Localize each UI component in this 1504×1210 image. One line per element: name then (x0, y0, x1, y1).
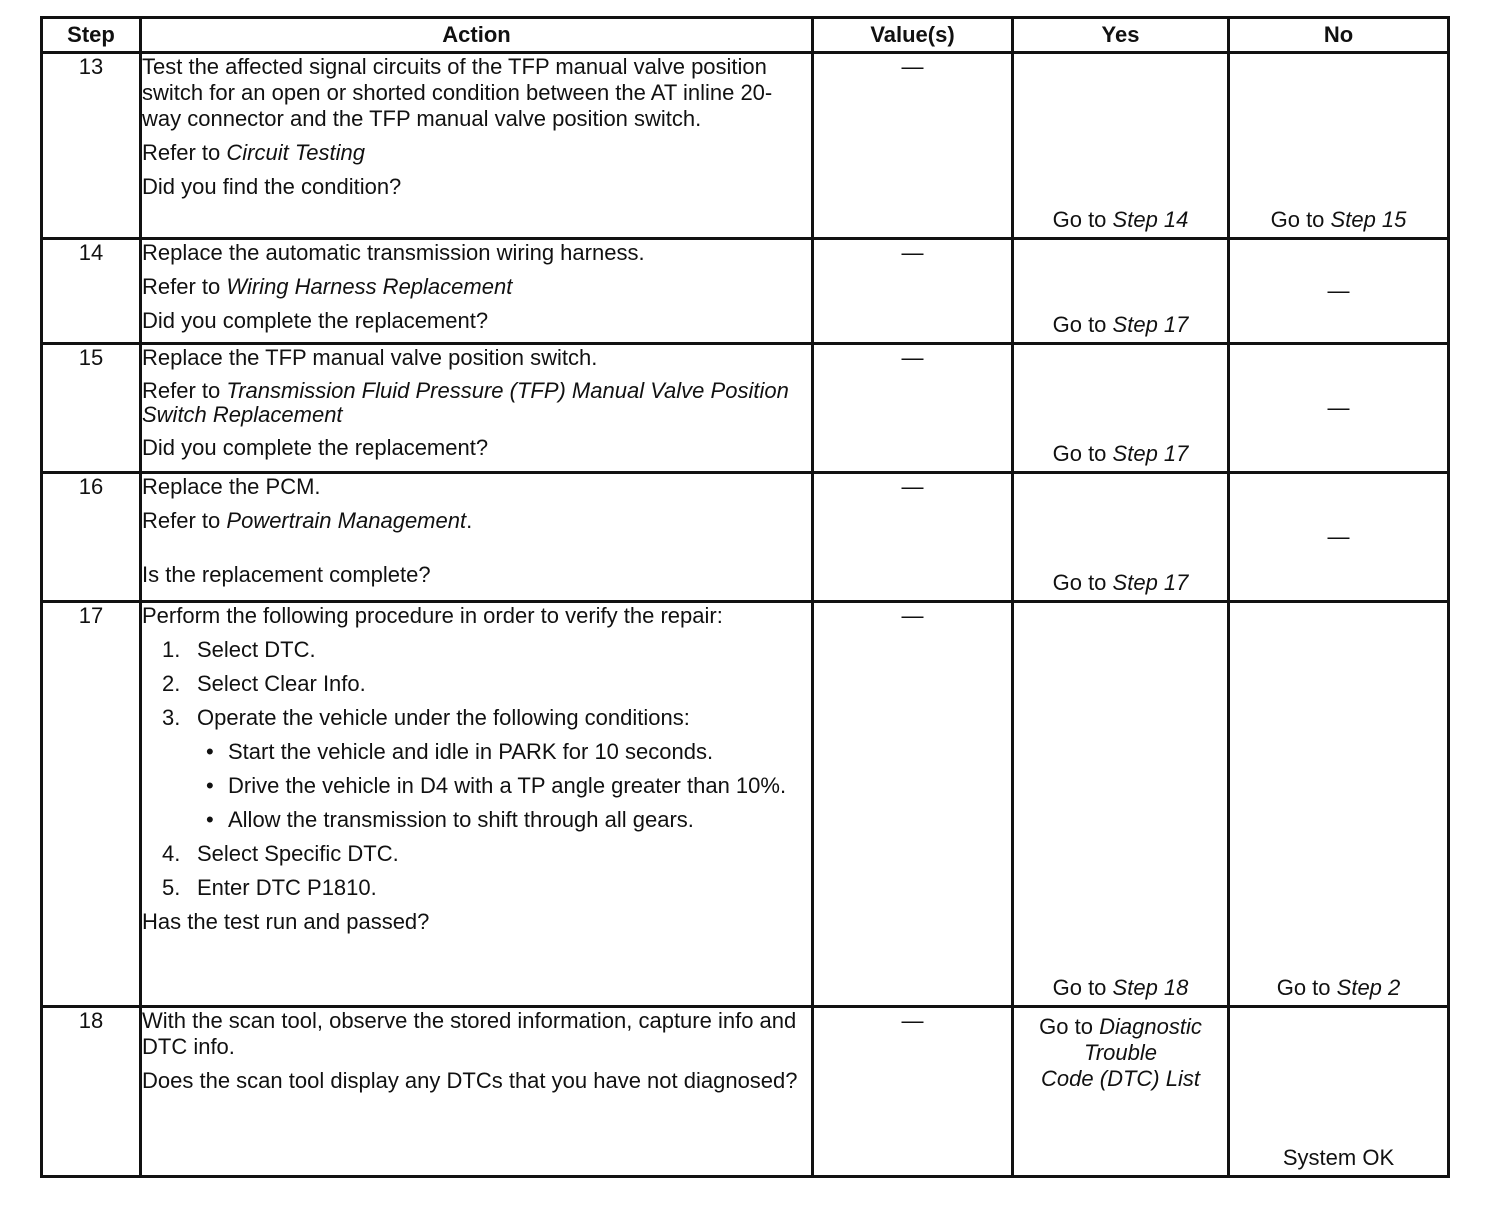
table-row-step-15 (42, 344, 1449, 473)
value-cell: — (813, 53, 1013, 239)
action-cell (141, 239, 813, 344)
header-action: Action (141, 18, 813, 53)
no-go-to (1230, 975, 1447, 1001)
bullet-icon: • (206, 807, 214, 832)
refer-link-b[interactable]: Management (337, 508, 467, 533)
system-ok: System OK (1282, 1145, 1395, 1170)
yes-go-to (1014, 570, 1227, 596)
header-values: Value(s) (813, 18, 1013, 53)
refer-line (142, 508, 811, 534)
item-number: 4. (162, 841, 181, 866)
bullet-item (206, 739, 811, 765)
item-text: Enter DTC P1810. (197, 875, 377, 900)
table-row-step-16 (42, 473, 1449, 602)
action-text: Perform the following procedure in order to verify the repair: (142, 603, 723, 628)
list-item (162, 637, 811, 663)
no-cell (1229, 1007, 1449, 1177)
no-cell (1229, 473, 1449, 602)
go-to-label: Go to (1052, 441, 1107, 466)
step-number: 17 (42, 602, 141, 1007)
yes-cell (1013, 344, 1229, 473)
action-text: Replace the TFP manual valve position switch. (142, 345, 598, 370)
procedure-list (142, 637, 811, 901)
action-cell (141, 344, 813, 473)
no-dash: — (1327, 524, 1350, 549)
table-row-step-14 (42, 239, 1449, 344)
bullet-item (206, 773, 811, 799)
question: Did you complete the replacement? (142, 308, 489, 333)
item-text: Select DTC. (197, 637, 316, 662)
refer-line (142, 140, 811, 166)
yes-go-to (1014, 207, 1227, 233)
refer-suffix: . (466, 508, 473, 533)
no-cell (1229, 602, 1449, 1007)
item-number: 2. (162, 671, 181, 696)
yes-line-3 (1014, 1066, 1227, 1092)
dtc-list-link[interactable]: Diagnostic (1099, 1014, 1202, 1039)
action-cell (141, 53, 813, 239)
go-to-label: Go to (1270, 207, 1325, 232)
no-cell (1229, 239, 1449, 344)
action-text: With the scan tool, observe the stored information, capture info and DTC info. (142, 1008, 797, 1059)
yes-go-to (1014, 1008, 1227, 1092)
refer-link-a[interactable]: Powertrain (226, 508, 332, 533)
item-number: 3. (162, 705, 181, 730)
question: Does the scan tool display any DTCs that you have not diagnosed? (142, 1068, 798, 1093)
action-text: Replace the automatic transmission wiring harness. (142, 240, 645, 265)
dtc-list-link-2[interactable]: Trouble (1084, 1040, 1157, 1065)
bullet-icon: • (206, 739, 214, 764)
value-cell: — (813, 1007, 1013, 1177)
item-number: 5. (162, 875, 181, 900)
refer-line (142, 274, 811, 300)
item-text: Operate the vehicle under the following conditions: (197, 705, 690, 730)
yes-step-link[interactable]: Step 18 (1112, 975, 1189, 1000)
yes-step-link[interactable]: Step 17 (1112, 441, 1189, 466)
yes-step-link[interactable]: Step 17 (1112, 312, 1189, 337)
diagnostic-table (40, 16, 1450, 1178)
step-number: 16 (42, 473, 141, 602)
yes-line-2 (1014, 1040, 1227, 1066)
no-step-link[interactable]: Step 2 (1336, 975, 1401, 1000)
question: Is the replacement complete? (142, 562, 431, 587)
bullet-item (206, 807, 811, 833)
action-cell (141, 602, 813, 1007)
yes-cell (1013, 1007, 1229, 1177)
go-to-label: Go to (1276, 975, 1331, 1000)
yes-go-to (1014, 975, 1227, 1001)
bullet-text: Allow the transmission to shift through all gears. (228, 807, 694, 832)
go-to-label: Go to (1052, 975, 1107, 1000)
header-yes: Yes (1013, 18, 1229, 53)
question: Did you complete the replacement? (142, 435, 489, 460)
yes-go-to (1014, 312, 1227, 338)
no-cell (1229, 53, 1449, 239)
header-no: No (1229, 18, 1449, 53)
refer-prefix: Refer to (142, 508, 221, 533)
yes-cell (1013, 602, 1229, 1007)
list-item (162, 841, 811, 867)
refer-link[interactable]: Circuit Testing (226, 140, 365, 165)
go-to-label: Go to (1052, 312, 1107, 337)
item-number: 1. (162, 637, 181, 662)
refer-prefix: Refer to (142, 274, 221, 299)
step-number: 13 (42, 53, 141, 239)
table-row-step-17 (42, 602, 1449, 1007)
item-text: Select Clear Info. (197, 671, 366, 696)
go-to-label: Go to (1052, 207, 1107, 232)
go-to-label: Go to (1039, 1014, 1093, 1039)
conditions-list (162, 739, 811, 833)
no-go-to (1230, 207, 1447, 233)
yes-go-to (1014, 441, 1227, 467)
no-dash: — (1327, 395, 1350, 420)
yes-line-1 (1014, 1014, 1227, 1040)
bullet-text: Start the vehicle and idle in PARK for 10 seconds. (228, 739, 714, 764)
refer-prefix: Refer to (142, 140, 221, 165)
value-cell: — (813, 473, 1013, 602)
dtc-list-link-3[interactable]: Code (DTC) List (1041, 1066, 1200, 1091)
yes-cell (1013, 53, 1229, 239)
list-item (162, 671, 811, 697)
question: Has the test run and passed? (142, 909, 430, 934)
yes-step-link[interactable]: Step 17 (1112, 570, 1189, 595)
refer-link[interactable]: Wiring Harness Replacement (226, 274, 513, 299)
action-text: Test the affected signal circuits of the TFP manual valve position switch for an open or shorted condition between the AT inline 20-way connector and the TFP manual valve position switch. (142, 54, 773, 131)
yes-cell (1013, 473, 1229, 602)
step-number: 14 (42, 239, 141, 344)
refer-prefix: Refer to (142, 378, 221, 403)
refer-line (142, 379, 811, 427)
no-step-link[interactable]: Step 15 (1330, 207, 1407, 232)
header-row (42, 18, 1449, 53)
bullet-icon: • (206, 773, 214, 798)
table-row-step-13 (42, 53, 1449, 239)
action-text: Replace the PCM. (142, 474, 321, 499)
no-dash: — (1327, 278, 1350, 303)
action-cell (141, 473, 813, 602)
action-cell (141, 1007, 813, 1177)
question: Did you find the condition? (142, 174, 402, 199)
step-number: 15 (42, 344, 141, 473)
yes-cell (1013, 239, 1229, 344)
list-item (162, 705, 811, 833)
value-cell: — (813, 344, 1013, 473)
yes-step-link[interactable]: Step 14 (1112, 207, 1189, 232)
list-item (162, 875, 811, 901)
table-row-step-18 (42, 1007, 1449, 1177)
header-step: Step (42, 18, 141, 53)
step-number: 18 (42, 1007, 141, 1177)
item-text: Select Specific DTC. (197, 841, 399, 866)
refer-link[interactable]: Transmission Fluid Pressure (TFP) Manual Valve Position Switch Replacement (142, 378, 789, 427)
value-cell: — (813, 602, 1013, 1007)
value-cell: — (813, 239, 1013, 344)
bullet-text: Drive the vehicle in D4 with a TP angle greater than 10%. (228, 773, 787, 798)
no-cell (1229, 344, 1449, 473)
go-to-label: Go to (1052, 570, 1107, 595)
